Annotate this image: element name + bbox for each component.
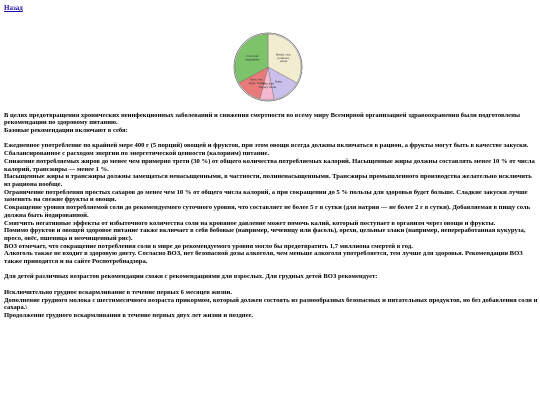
children-recommendations-heading: Для детей различных возрастов рекомендации схожи с рекомендациями для взрослых. Для грудных детей ВОЗ рекомендует: bbox=[4, 273, 378, 281]
infant-recommendation-line: Продолжение грудного вскармливания в течение первых двух лет жизни и позднее. bbox=[4, 311, 254, 319]
recommendation-line: Помимо фруктов и овощей здоровое питание также включает в себя бобовые (например, чечевицу или фасоль), орехи, цельные злаки (например, непереработанная кукуруза, просо, овёс, пшеница и неочищенный рис). bbox=[4, 227, 526, 242]
recommendation-line: Ежедневное употребление по крайней мере 400 г (5 порций) овощей и фруктов, при этом овощи всегда должны включаться в рацион, а фрукты могут быть в качестве закуски. Сбалансированное с расходом энергии по энергетической ценности (калориям) питание. bbox=[4, 142, 529, 158]
back-link[interactable]: Назад bbox=[4, 4, 23, 12]
article-body bbox=[4, 104, 538, 320]
basic-recommendations-heading: Базовые рекомендации включают в себя: bbox=[4, 127, 128, 135]
recommendation-line: Снижение потребляемых жиров до менее чем примерно трети (30 %) от общего количества потребляемых калорий. Насыщенные жиры должны составлять менее 10 % от числа калорий, трансжиры — менее 1 %. bbox=[4, 157, 535, 173]
plate-label-starchy: Bread, rice, potatoes, pasta bbox=[275, 52, 292, 64]
recommendation-line: Сокращение уровня потребляемой соли до рекомендуемого суточного уровня, что составляет не более 5 г в сутки (для натрия — не более 2 г в сутки). Добавляемая в пищу соль должна быть йодированной. bbox=[4, 204, 531, 219]
eatwell-plate-image bbox=[231, 30, 305, 104]
recommendation-line: Алкоголь также не входит в здоровую диету. Согласно ВОЗ, нет безопасной дозы алкоголя, чем меньше алкоголя употребляется, тем лучше для здоровья. Рекомендации ВОЗ также приводятся и на сайте Роспотребнадзора. bbox=[4, 250, 523, 266]
plate-label-dairy: Dairy bbox=[275, 79, 283, 84]
recommendation-line: Насыщенные жиры и трансжиры должны замещаться ненасыщенными, в частности, полиненасыщенными. Трансжиры промышленного производства желательно исключить из рациона вообще. bbox=[4, 173, 532, 188]
recommendation-line: Смягчить негативные эффекты от избыточного количества соли на кровяное давление может помочь калий, который поступает в организм через овощи и фрукты. bbox=[4, 219, 496, 227]
infant-recommendation-line: Дополнение грудного молока с шестимесячного возраста прикормом, который должен состоять из разнообразных безопасных и питательных продуктов, но без добавления соли и сахара.\ bbox=[4, 296, 538, 312]
plate-label-fatty: Fatty and Sugary foods bbox=[258, 81, 277, 89]
infant-recommendation-line: Исключительно грудное вскармливание в течение первых 6 месяцев жизни. bbox=[4, 288, 232, 296]
recommendation-line: ВОЗ отмечает, что сокращение потребления соли в мире до рекомендуемого уровня могло бы предотвратить 1,7 миллиона смертей в год. bbox=[4, 242, 413, 250]
intro-paragraph: В целях предотвращения хронических неинфекционных заболеваний и снижения смертности во всему миру Всемирной организацией здравоохранения были подготовлены рекомендации по здоровому питанию. bbox=[4, 111, 521, 127]
plate-label-fruits: Fruit and vegetables bbox=[245, 54, 260, 62]
plate-label-protein: Meat, fish, eggs, beans bbox=[248, 77, 266, 86]
recommendation-line: Ограничение потребления простых сахаров до менее чем 10 % от общего числа калорий, а при сокращении до 5 % пользы для здоровья будет больше. Сладкие закуски лучше заменить на свежие фрукты и овощи. bbox=[4, 188, 528, 204]
